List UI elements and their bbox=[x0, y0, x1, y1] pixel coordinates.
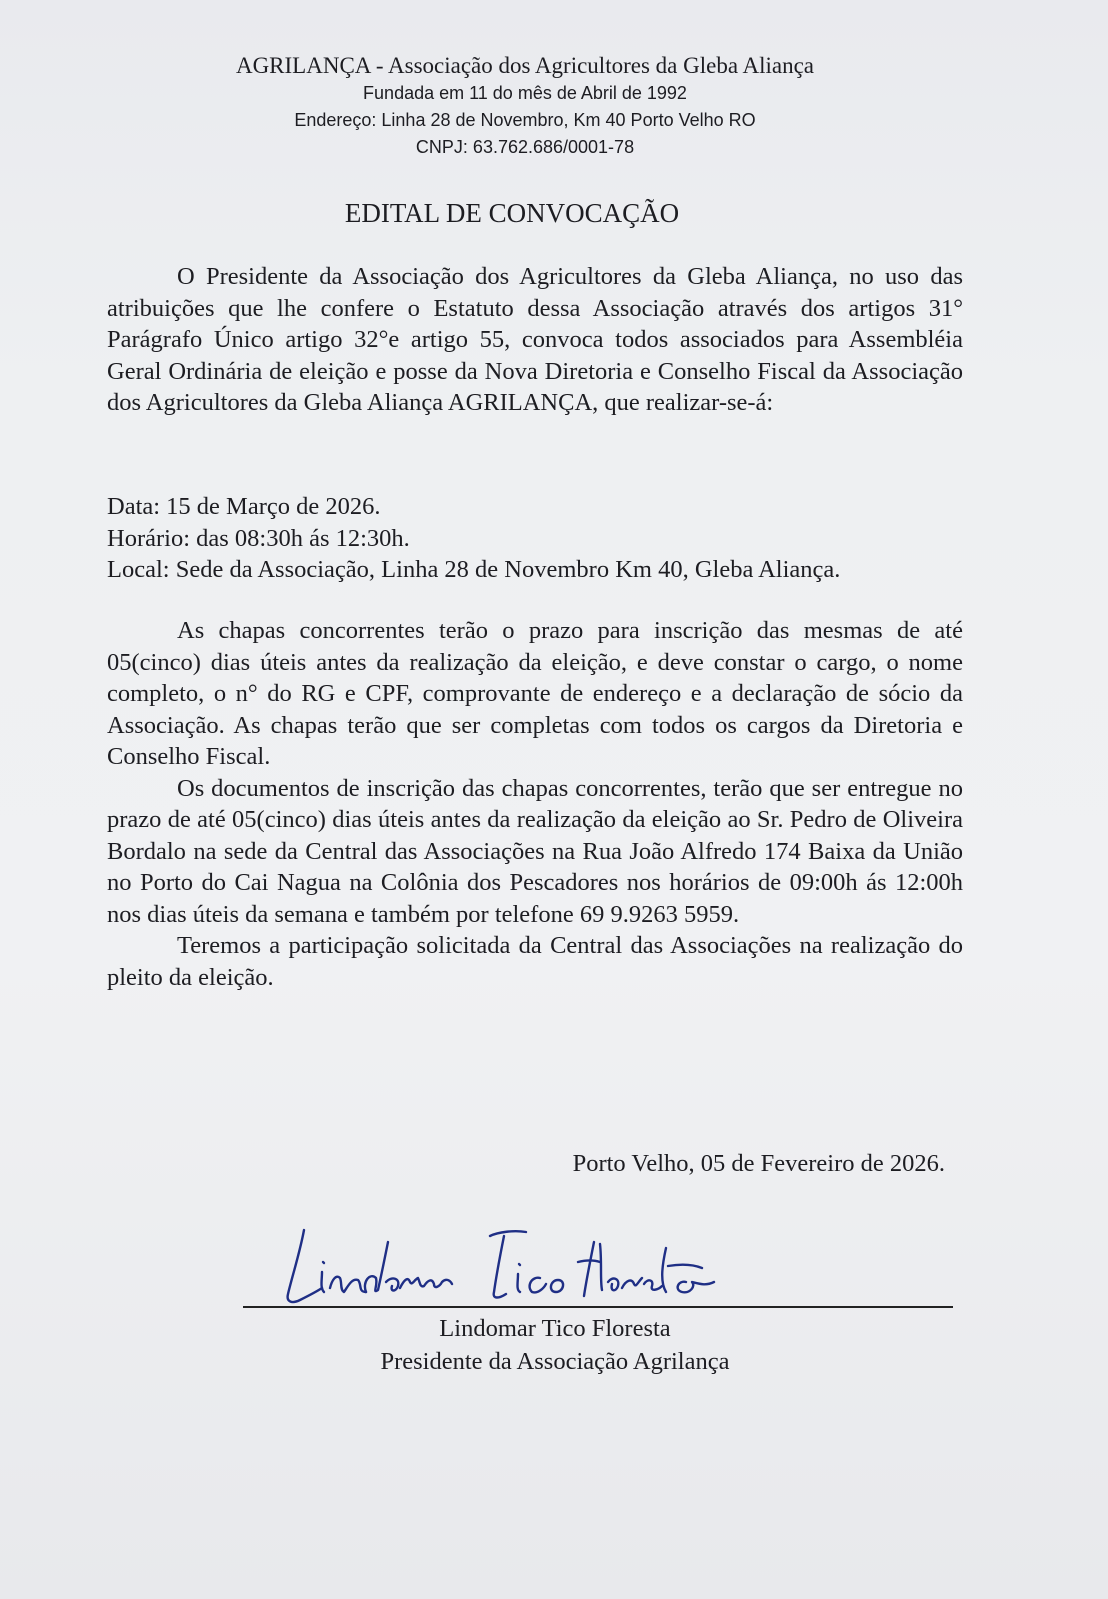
participation-paragraph: Teremos a participação solicitada da Central das Associações na realização do pleito da eleição. bbox=[107, 932, 963, 991]
document-title: EDITAL DE CONVOCAÇÃO bbox=[344, 198, 680, 228]
place-and-date: Porto Velho, 05 de Fevereiro de 2026. bbox=[572, 1150, 945, 1177]
signer-name: Lindomar Tico Floresta bbox=[439, 1315, 671, 1342]
meeting-location: Local: Sede da Associação, Linha 28 de Novembro Km 40, Gleba Aliança. bbox=[107, 556, 841, 583]
signer-block bbox=[300, 1312, 810, 1378]
letterhead bbox=[0, 52, 1050, 161]
organization-cnpj: CNPJ: 63.762.686/0001-78 bbox=[415, 137, 635, 157]
meeting-details bbox=[107, 491, 963, 586]
convocation-paragraph: O Presidente da Associação dos Agricultores da Gleba Aliança, no uso das atribuições que lhe confere o Estatuto dessa Associação através dos artigos 31° Parágrafo Único artigo 32°e artigo 55, convoca todos associados para Assembléia Geral Ordinária de eleição e posse da Nova Diretoria e Conselho Fiscal da Associação dos Agricultores da Gleba Aliança AGRILANÇA, que realizar-se-á: bbox=[107, 263, 963, 416]
documents-paragraph: Os documentos de inscrição das chapas concorrentes, terão que ser entregue no prazo de até 05(cinco) dias úteis antes da realização da eleição ao Sr. Pedro de Oliveira Bordalo na sede da Central das Associações na Rua João Alfredo 174 Baixa da União no Porto do Cai Nagua na Colônia dos Pescadores nos horários de 09:00h ás 12:00h nos dias úteis da semana e também por telefone 69 9.9263 5959. bbox=[107, 774, 963, 928]
organization-address: Endereço: Linha 28 de Novembro, Km 40 Porto Velho RO bbox=[294, 110, 756, 130]
candidacy-paragraph: As chapas concorrentes terão o prazo para inscrição das mesmas de até 05(cinco) dias úteis antes da realização da eleição, e deve constar o cargo, o nome completo, o n° do RG e CPF, comprovante de endereço e a declaração de sócio da Associação. As chapas terão que ser completas com todos os cargos da Diretoria e Conselho Fiscal. bbox=[107, 617, 963, 770]
meeting-time: Horário: das 08:30h ás 12:30h. bbox=[107, 524, 410, 552]
signature-line bbox=[243, 1306, 953, 1308]
handwritten-signature bbox=[282, 1222, 722, 1312]
organization-name: AGRILANÇA - Associação dos Agricultores da Gleba Aliança bbox=[235, 53, 815, 78]
instructions-section bbox=[107, 615, 963, 993]
signer-role: Presidente da Associação Agrilança bbox=[380, 1348, 730, 1375]
founded-date: Fundada em 11 do mês de Abril de 1992 bbox=[363, 83, 687, 103]
meeting-date: Data: 15 de Março de 2026. bbox=[107, 493, 381, 520]
